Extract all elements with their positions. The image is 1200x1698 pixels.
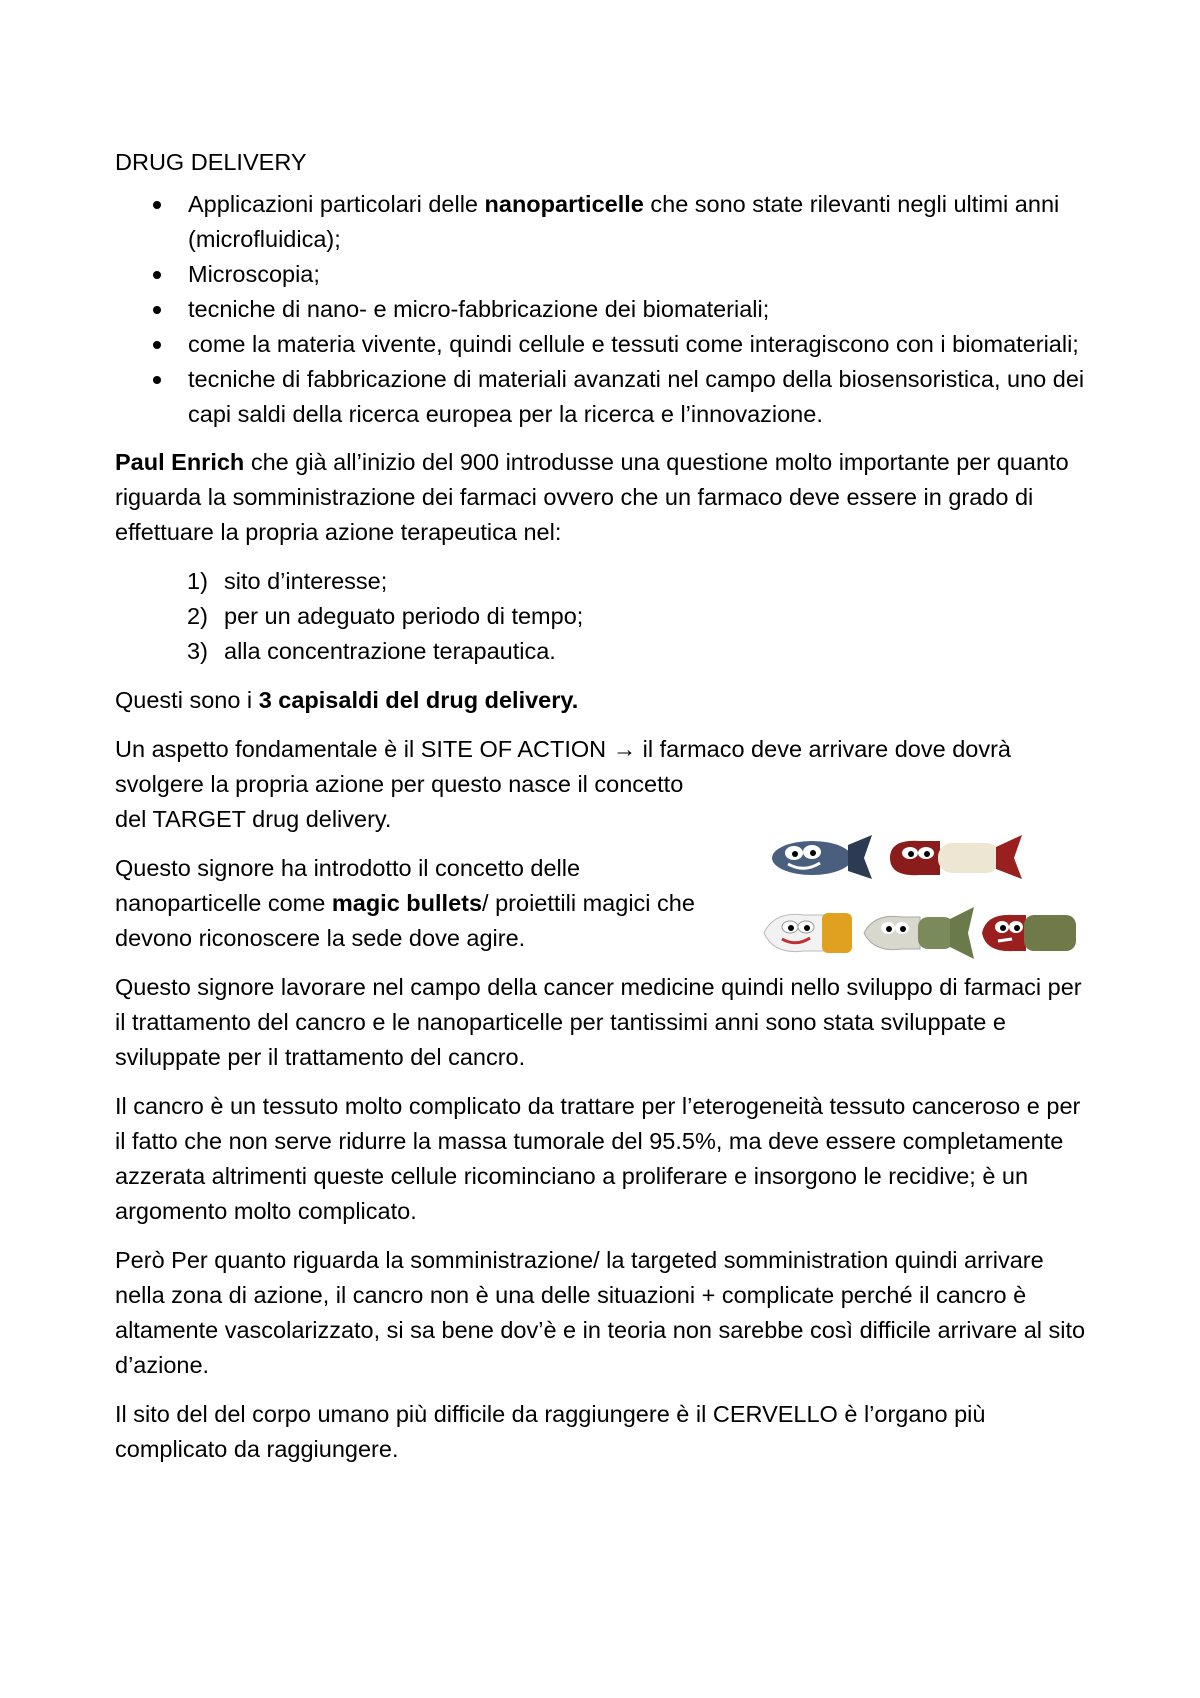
list-item: 2) per un adeguato periodo di tempo; xyxy=(187,603,584,629)
bullet-icon xyxy=(153,306,161,314)
list-item: 3) alla concentrazione terapautica. xyxy=(187,638,556,664)
bullet-icon xyxy=(153,201,161,209)
bullet-icon xyxy=(153,376,161,384)
bullet-character-icon xyxy=(772,835,872,879)
paragraph-magic-bullets: Questo signore ha introdotto il concetto delle nanoparticelle come magic bullets/ proiettili magici che devono riconoscere la sede dove agire. xyxy=(115,855,695,951)
paragraph-cancer-tissue: Il cancro è un tessuto molto complicato da trattare per l’eterogeneità tessuto canceroso e per il fatto che non serve ridurre la massa tumorale del 95.5%, ma deve essere completamente azzerata altrimenti queste cellule ricominciano a proliferare e insorgono le recidive; è un argomento molto complicato. xyxy=(115,1093,1081,1224)
bullet-character-icon xyxy=(764,913,852,953)
document-body xyxy=(115,145,1095,1481)
paragraph-capisaldi: Questi sono i 3 capisaldi del drug delivery. xyxy=(115,687,579,713)
magic-bullets-cartoon-icon xyxy=(760,833,1090,973)
list-item: tecniche di nano- e micro-fabbricazione dei biomateriali; xyxy=(115,292,1095,327)
bullet-icon xyxy=(153,271,161,279)
bullet-icon xyxy=(153,341,161,349)
bullet-character-icon xyxy=(890,835,1022,879)
numbered-list xyxy=(115,564,1095,669)
document-title: DRUG DELIVERY xyxy=(115,149,307,175)
list-item: Microscopia; xyxy=(115,257,1095,292)
paragraph-brain: Il sito del del corpo umano più difficile da raggiungere è il CERVELLO è l’organo più complicato da raggiungere. xyxy=(115,1401,986,1462)
list-item: come la materia vivente, quindi cellule e tessuti come interagiscono con i biomateriali; xyxy=(115,327,1095,362)
list-item: tecniche di fabbricazione di materiali avanzati nel campo della biosensoristica, uno dei capi saldi della ricerca europea per la ricerca e l’innovazione. xyxy=(115,362,1095,432)
paragraph-targeted: Però Per quanto riguarda la somministrazione/ la targeted somministration quindi arrivare nella zona di azione, il cancro non è una delle situazioni + complicate perché il cancro è altamente vascolarizzato, si sa bene dov’è e in teoria non sarebbe così difficile arrivare al sito d’azione. xyxy=(115,1247,1086,1378)
list-item: Applicazioni particolari delle nanoparticelle che sono state rilevanti negli ultimi anni (microfluidica); xyxy=(115,187,1095,257)
topics-list xyxy=(115,187,1095,432)
arrow-right-icon: → xyxy=(612,736,637,762)
list-item: 1) sito d’interesse; xyxy=(187,568,388,594)
bullet-character-icon xyxy=(982,915,1076,951)
bullet-character-icon xyxy=(864,907,974,959)
paragraph-ehrlich: Paul Enrich che già all’inizio del 900 introdusse una questione molto importante per quanto riguarda la somministrazione dei farmaci ovvero che un farmaco deve essere in grado di effettuare la propria azione terapeutica nel: xyxy=(115,449,1069,545)
paragraph-site-of-action: Un aspetto fondamentale è il SITE OF ACTION → il farmaco deve arrivare dove dovrà svolgere la propria azione per questo nasce il concetto del TARGET drug delivery. xyxy=(115,736,1012,832)
paragraph-cancer-medicine: Questo signore lavorare nel campo della cancer medicine quindi nello sviluppo di farmaci per il trattamento del cancro e le nanoparticelle per tantissimi anni sono stata sviluppate e sviluppate per il trattamento del cancro. xyxy=(115,974,1082,1070)
